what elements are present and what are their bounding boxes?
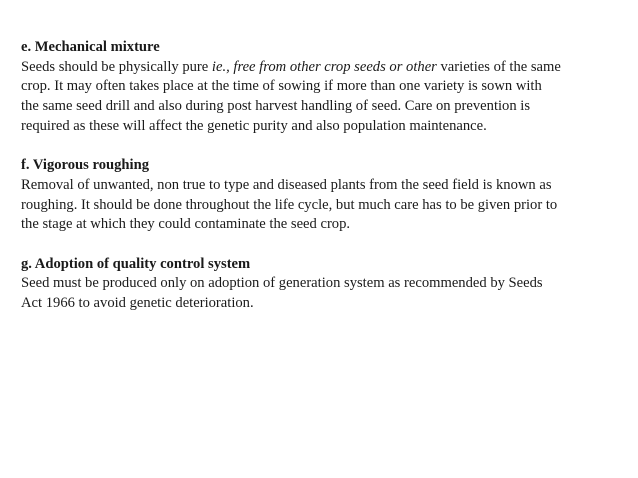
section-quality-control-system [21, 255, 621, 314]
italic-text-run: ie., free from other crop seeds or other [211, 58, 437, 75]
section-vigorous-roughing [21, 156, 621, 235]
paragraph-line: the stage at which they could contaminate the seed crop. [21, 216, 351, 233]
paragraph-line: Seed must be produced only on adoption of generation system as recommended by Seeds [21, 275, 543, 292]
paragraph-line [21, 58, 621, 78]
text-run: varieties of the same [436, 58, 561, 75]
section-heading: f. Vigorous roughing [21, 157, 150, 174]
section-paragraph [21, 274, 621, 313]
section-paragraph [21, 176, 621, 235]
document-body [21, 38, 621, 334]
paragraph-line: Act 1966 to avoid genetic deterioration. [21, 295, 254, 312]
paragraph-line: the same seed drill and also during post harvest handling of seed. Care on prevention is [21, 98, 531, 115]
paragraph-line: Removal of unwanted, non true to type and diseased plants from the seed field is known as [21, 176, 552, 193]
paragraph-line: required as these will affect the genetic purity and also population maintenance. [21, 117, 487, 134]
section-paragraph [21, 58, 621, 137]
text-run: Seeds should be physically pure [21, 58, 212, 75]
section-heading: g. Adoption of quality control system [21, 255, 251, 272]
section-heading: e. Mechanical mixture [21, 39, 160, 55]
paragraph-line: crop. It may often takes place at the time of sowing if more than one variety is sown with [21, 78, 542, 95]
section-mechanical-mixture [21, 38, 621, 137]
paragraph-line: roughing. It should be done throughout the life cycle, but much care has to be given prior to [21, 196, 558, 213]
